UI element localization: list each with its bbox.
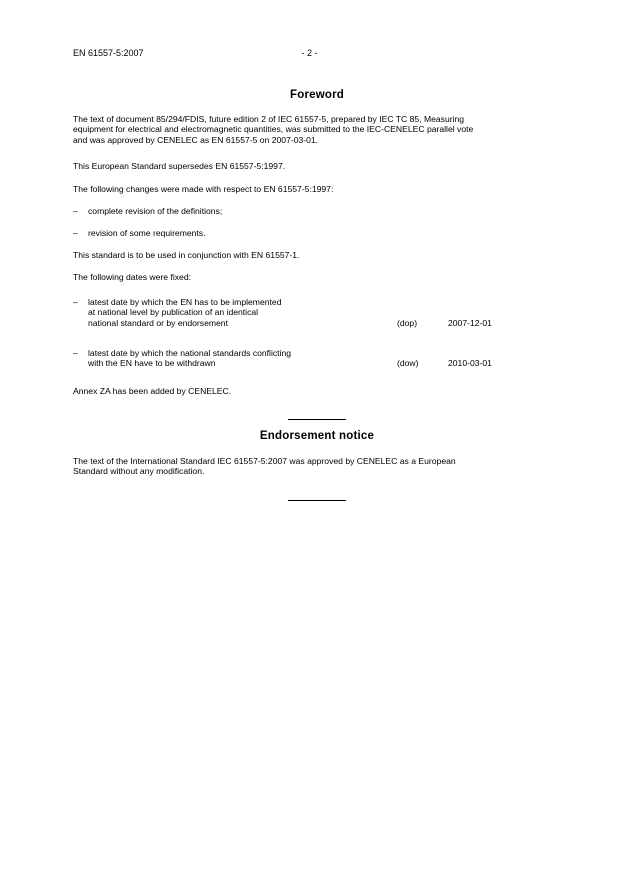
dash-bullet: –: [73, 228, 78, 238]
foreword-intro-line: The text of document 85/294/FDIS, future edition 2 of IEC 61557-5, prepared by IEC TC 85, Measuring: [73, 114, 465, 124]
date-item-line: latest date by which the EN has to be implemented: [88, 297, 282, 307]
endorsement-line: Standard without any modification.: [73, 466, 205, 477]
section-divider: [288, 500, 346, 501]
supersedes-text: This European Standard supersedes EN 61557-5:1997.: [73, 161, 286, 171]
endorsement-title: Endorsement notice: [259, 430, 375, 442]
dash-bullet: –: [73, 348, 78, 358]
header-page-number: - 2 -: [301, 48, 318, 58]
dates-intro: The following dates were fixed:: [73, 272, 191, 282]
foreword-intro-line: and was approved by CENELEC as EN 61557-5 on 2007-03-01.: [73, 134, 319, 145]
dash-bullet: –: [73, 206, 78, 216]
date-abbr: (dow): [397, 358, 419, 369]
endorsement-text: [73, 456, 561, 477]
foreword-intro: [73, 114, 561, 145]
foreword-intro-line: equipment for electrical and electromagnetic quantities, was submitted to the IEC-CENELEC parallel vote: [73, 124, 474, 135]
change-item-text: complete revision of the definitions;: [88, 206, 223, 216]
date-value: 2007-12-01: [448, 317, 492, 328]
foreword-title: Foreword: [290, 89, 344, 101]
date-item-line: with the EN have to be withdrawn: [88, 358, 216, 369]
header-doc-id: EN 61557-5:2007: [73, 48, 144, 58]
date-abbr: (dop): [397, 317, 418, 328]
date-value: 2010-03-01: [448, 358, 492, 369]
date-item-line: national standard or by endorsement: [88, 317, 228, 328]
changes-intro: The following changes were made with respect to EN 61557-5:1997:: [73, 184, 334, 194]
section-divider: [288, 419, 346, 420]
annex-note: Annex ZA has been added by CENELEC.: [73, 386, 232, 396]
endorsement-line: The text of the International Standard IEC 61557-5:2007 was approved by CENELEC as a European: [73, 456, 456, 466]
dash-bullet: –: [73, 297, 78, 307]
conjunction-text: This standard is to be used in conjunction with EN 61557-1.: [73, 250, 300, 260]
date-item-line: at national level by publication of an identical: [88, 307, 259, 318]
date-item-line: latest date by which the national standards conflicting: [88, 348, 292, 358]
change-item-text: revision of some requirements.: [88, 228, 206, 238]
